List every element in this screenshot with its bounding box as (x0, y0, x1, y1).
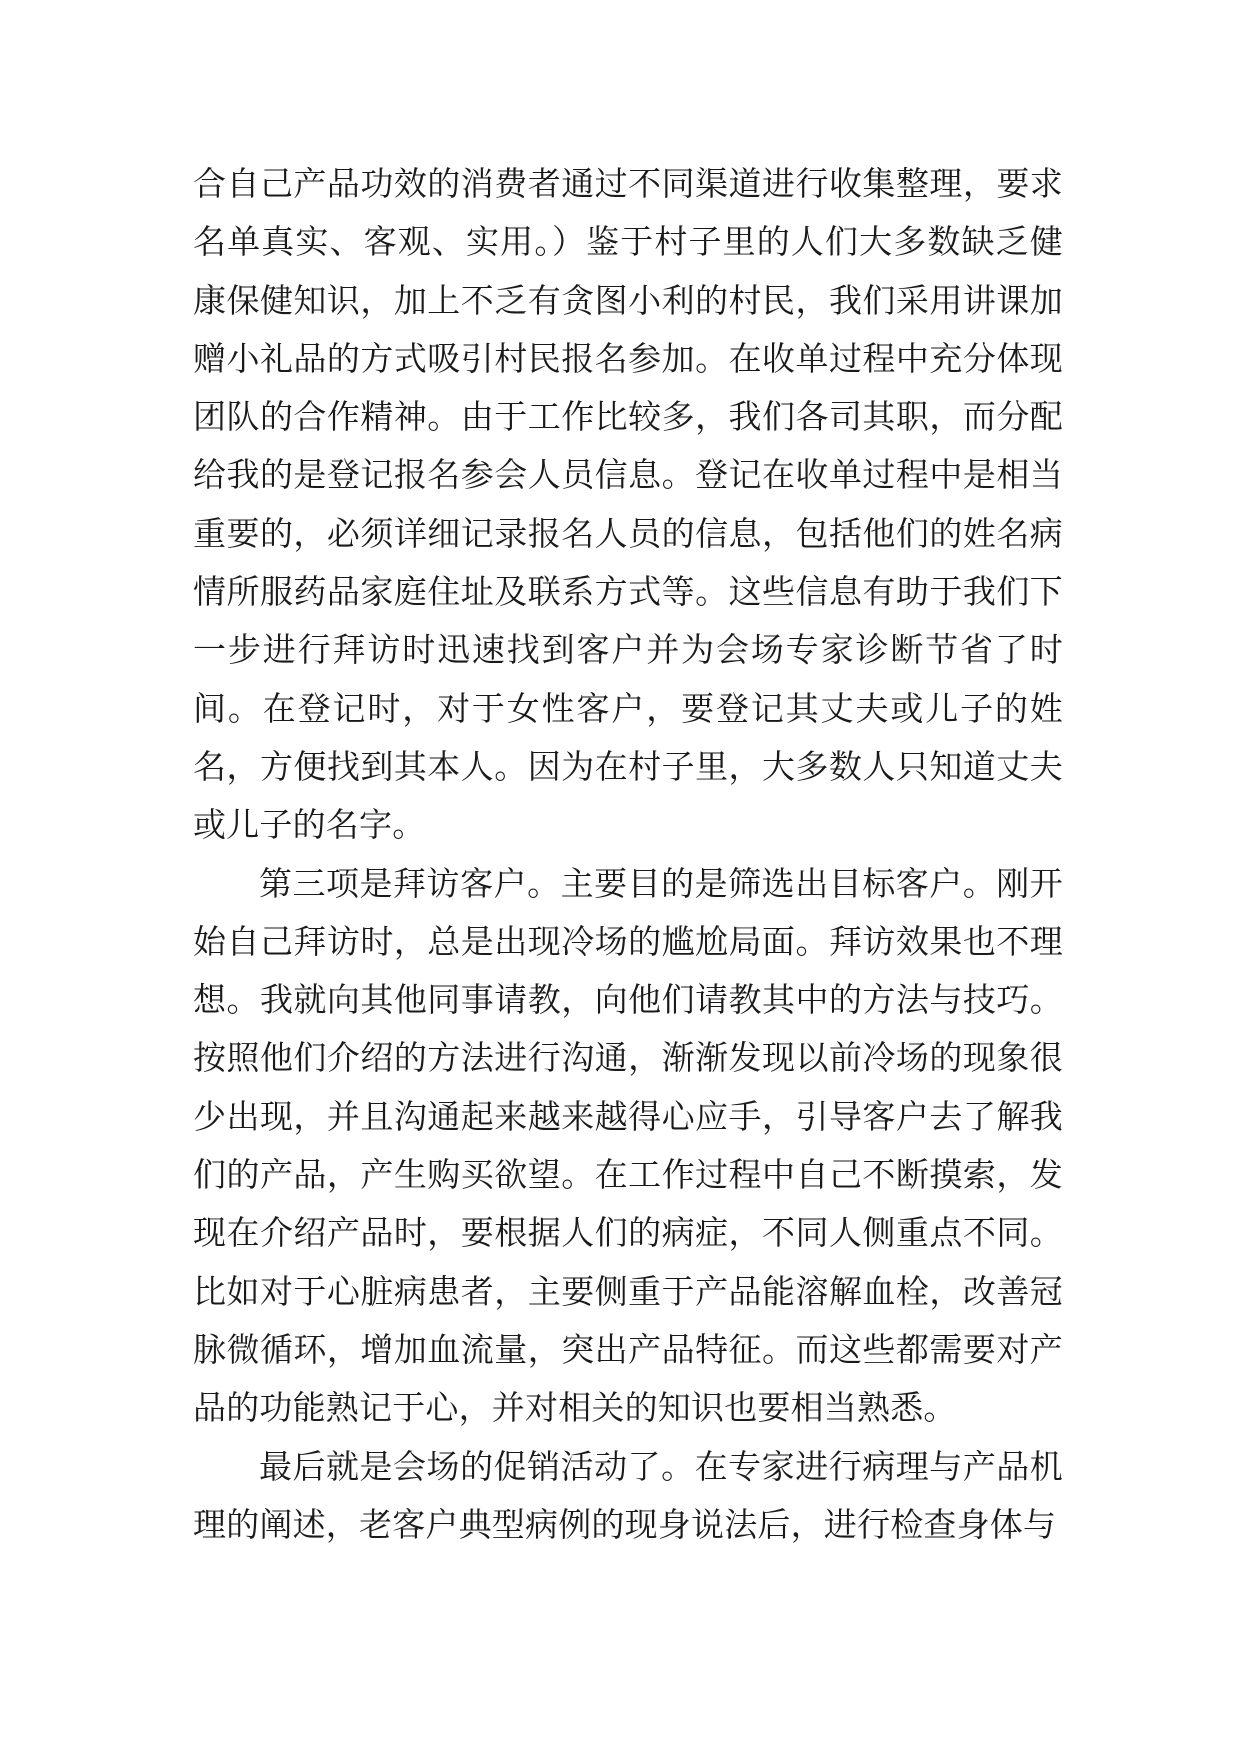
document-body (193, 155, 1063, 1554)
paragraph-continued: 合自己产品功效的消费者通过不同渠道进行收集整理，要求名单真实、客观、实用。）鉴于村子里的人们大多数缺乏健康保健知识，加上不乏有贪图小利的村民，我们采用讲课加赠小礼品的方式吸引村民报名参加。在收单过程中充分体现团队的合作精神。由于工作比较多，我们各司其职，而分配给我的是登记报名参会人员信息。登记在收单过程中是相当重要的，必须详细记录报名人员的信息，包括他们的姓名病情所服药品家庭住址及联系方式等。这些信息有助于我们下一步进行拜访时迅速找到客户并为会场专家诊断节省了时间。在登记时，对于女性客户，要登记其丈夫或儿子的姓名，方便找到其本人。因为在村子里，大多数人只知道丈夫或儿子的名字。 (193, 164, 1063, 845)
paragraph-promotion-activity: 最后就是会场的促销活动了。在专家进行病理与产品机理的阐述，老客户典型病例的现身说法后，进行检查身体与 (193, 1446, 1063, 1544)
paragraph-visiting-customers: 第三项是拜访客户。主要目的是筛选出目标客户。刚开始自己拜访时，总是出现冷场的尴尬局面。拜访效果也不理想。我就向其他同事请教，向他们请教其中的方法与技巧。按照他们介绍的方法进行沟通，渐渐发现以前冷场的现象很少出现，并且沟通起来越来越得心应手，引导客户去了解我们的产品，产生购买欲望。在工作过程中自己不断摸索，发现在介绍产品时，要根据人们的病症，不同人侧重点不同。比如对于心脏病患者，主要侧重于产品能溶解血栓，改善冠脉微循环，增加血流量，突出产品特征。而这些都需要对产品的功能熟记于心，并对相关的知识也要相当熟悉。 (193, 863, 1063, 1428)
